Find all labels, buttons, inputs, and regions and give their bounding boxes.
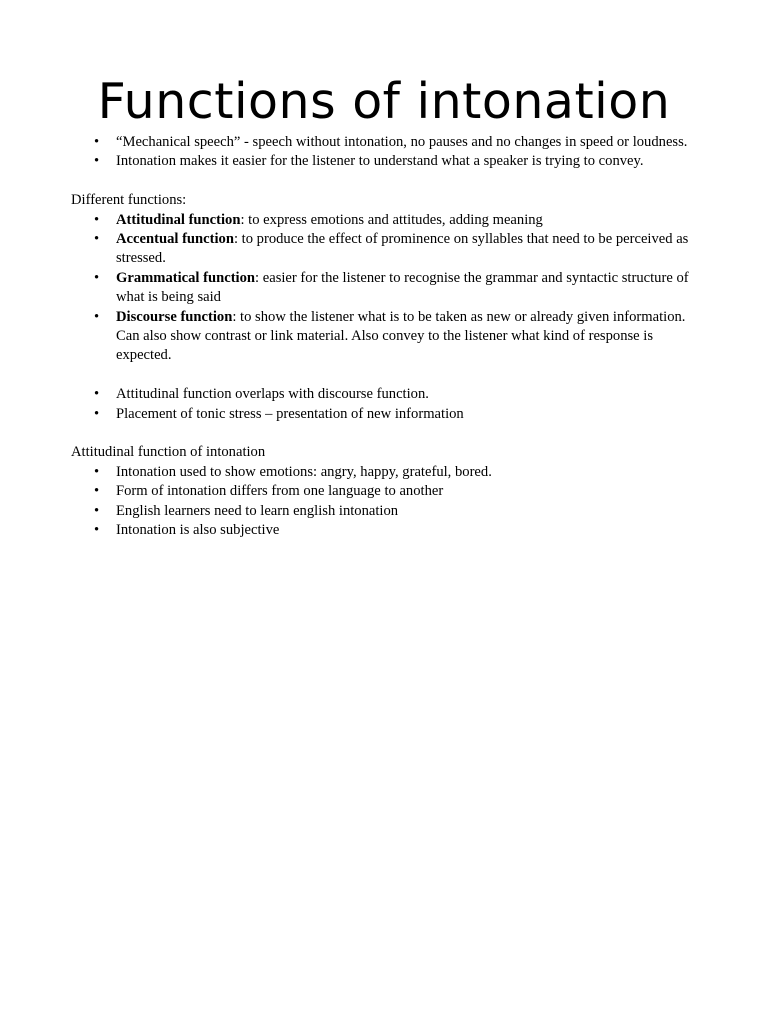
notes-list: [71, 385, 701, 424]
bullet-icon: •: [94, 502, 100, 519]
function-description: : to express emotions and attitudes, adding meaning: [240, 211, 543, 228]
intro-list: [71, 133, 701, 172]
attitudinal-list: [71, 463, 701, 541]
function-term: Discourse function: [116, 308, 233, 325]
list-item-text: Attitudinal function overlaps with discourse function.: [116, 386, 429, 403]
page-title: Functions of intonation: [97, 73, 671, 130]
function-term: Grammatical function: [116, 269, 256, 286]
bullet-icon: •: [94, 386, 100, 403]
list-item-text: “Mechanical speech” - speech without intonation, no pauses and no changes in speed or loudness.: [116, 134, 688, 150]
list-item-text: English learners need to learn english intonation: [116, 502, 399, 519]
bullet-icon: •: [94, 463, 100, 480]
section-heading: Different functions:: [71, 192, 187, 209]
list-item: [71, 482, 701, 501]
spacer: [71, 172, 701, 191]
list-item: [71, 385, 701, 404]
function-term: Accentual function: [116, 231, 234, 248]
list-item: [71, 405, 701, 424]
function-term: Attitudinal function: [116, 211, 241, 228]
list-item: [71, 211, 701, 230]
bullet-icon: •: [94, 231, 100, 248]
bullet-icon: •: [94, 522, 100, 539]
bullet-icon: •: [94, 483, 100, 500]
list-item-text: Intonation is also subjective: [116, 522, 280, 539]
function-description: : to produce the effect of prominence on syllables that need to be perceived as stressed.: [116, 231, 689, 267]
function-description: : to show the listener what is to be taken as new or already given information. Can also show contrast or link material. Also convey to the listener what kind of response is expected.: [116, 308, 686, 364]
list-item: [71, 502, 701, 521]
list-item-text: Intonation makes it easier for the listener to understand what a speaker is trying to convey.: [116, 153, 644, 170]
list-item-text: Placement of tonic stress – presentation of new information: [116, 405, 464, 422]
document-body: [71, 133, 701, 540]
spacer: [71, 424, 701, 443]
bullet-icon: •: [94, 211, 100, 228]
bullet-icon: •: [94, 308, 100, 325]
function-description: : easier for the listener to recognise the grammar and syntactic structure of what is being said: [116, 269, 689, 306]
list-item-text: Form of intonation differs from one language to another: [116, 483, 444, 500]
list-item: [71, 133, 701, 152]
list-item: [71, 308, 701, 366]
functions-list: [71, 211, 701, 366]
list-item: [71, 521, 701, 540]
list-item: [71, 152, 701, 171]
list-item-text: Intonation used to show emotions: angry, happy, grateful, bored.: [116, 463, 492, 480]
spacer: [71, 366, 701, 385]
list-item: [71, 230, 701, 269]
bullet-icon: •: [94, 134, 100, 150]
section-heading: Attitudinal function of intonation: [71, 444, 266, 461]
bullet-icon: •: [94, 153, 100, 170]
list-item: [71, 463, 701, 482]
bullet-icon: •: [94, 269, 100, 286]
bullet-icon: •: [94, 405, 100, 422]
list-item: [71, 269, 701, 308]
